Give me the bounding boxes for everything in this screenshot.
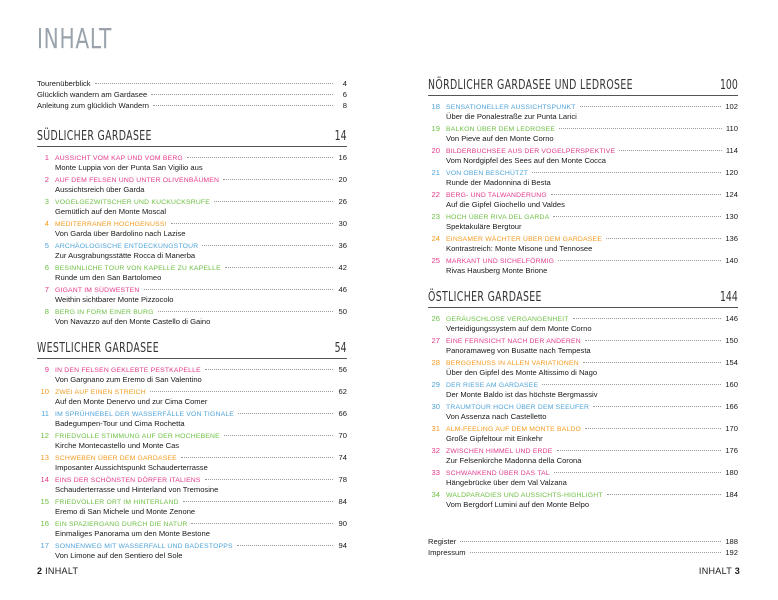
entry-number: 34 bbox=[431, 490, 440, 499]
toc-label: Impressum bbox=[428, 548, 466, 557]
dot-leader bbox=[191, 523, 333, 524]
toc-label: Register bbox=[428, 537, 457, 546]
toc-entry[interactable] bbox=[37, 519, 347, 539]
entry-page: 78 bbox=[338, 475, 347, 484]
entry-title: VON OBEN BESCHÜTZT bbox=[446, 170, 529, 177]
entry-row bbox=[428, 102, 738, 112]
entry-page: 120 bbox=[725, 168, 738, 177]
toc-label: Glücklich wandern am Gardasee bbox=[37, 90, 148, 99]
toc-intro-item[interactable] bbox=[37, 100, 347, 111]
entry-title: GERÄUSCHLOSE VERGANGENHEIT bbox=[446, 316, 569, 323]
entry-subtitle: Eremo di San Michele und Monte Zenone bbox=[55, 507, 196, 516]
toc-entry[interactable] bbox=[428, 402, 738, 422]
entry-title: FRIEDVOLLE STIMMUNG AUF DER HOCHEBENE bbox=[55, 433, 220, 440]
page-number-right: 3 bbox=[734, 566, 740, 576]
entry-number: 13 bbox=[40, 453, 49, 462]
entry-title: MARKANT UND SICHELFÖRMIG bbox=[446, 258, 555, 265]
entry-row bbox=[37, 431, 347, 441]
entry-page: 16 bbox=[338, 153, 347, 162]
entry-number: 6 bbox=[44, 263, 49, 272]
left-sections bbox=[37, 129, 347, 561]
entry-title: MEDITERRANER HOCHGENUSS! bbox=[55, 221, 167, 228]
toc-appendix-item[interactable] bbox=[428, 547, 738, 558]
toc-entry[interactable] bbox=[37, 219, 347, 239]
dot-leader bbox=[585, 428, 721, 429]
entry-row bbox=[37, 365, 347, 375]
entry-subtitle: Über den Gipfel des Monte Altissimo di Nago bbox=[446, 368, 598, 377]
entry-row bbox=[428, 124, 738, 134]
entry-number: 5 bbox=[44, 241, 49, 250]
entry-title: EINS DER SCHÖNSTEN DÖRFER ITALIENS bbox=[55, 477, 201, 484]
entry-title: EINE FERNSICHT NACH DER ANDEREN bbox=[446, 338, 581, 345]
entry-title: ARCHÄOLOGISCHE ENTDECKUNGSTOUR bbox=[55, 243, 199, 250]
toc-entry[interactable] bbox=[428, 468, 738, 488]
dot-leader bbox=[606, 238, 721, 239]
toc-entry[interactable] bbox=[428, 212, 738, 232]
entry-page: 70 bbox=[338, 431, 347, 440]
dot-leader bbox=[470, 552, 722, 553]
entry-title: ZWEI AUF EINEN STREICH bbox=[55, 389, 146, 396]
entry-page: 176 bbox=[725, 446, 738, 455]
section-heading[interactable] bbox=[428, 78, 738, 96]
entry-page: 124 bbox=[725, 190, 738, 199]
entry-row bbox=[428, 446, 738, 456]
entry-number: 20 bbox=[431, 146, 440, 155]
entry-subtitle: Imposanter Aussichtspunkt Schauderterrasse bbox=[55, 463, 208, 472]
entry-title: EIN SPAZIERGANG DURCH DIE NATUR bbox=[55, 521, 188, 528]
toc-entry[interactable] bbox=[37, 541, 347, 561]
entry-number: 7 bbox=[44, 285, 49, 294]
entry-row bbox=[37, 541, 347, 551]
toc-page: 4 bbox=[342, 79, 347, 88]
toc-entry[interactable] bbox=[37, 285, 347, 305]
entry-subtitle: Auf den Monte Denervo und zur Cima Comer bbox=[55, 397, 208, 406]
toc-entry[interactable] bbox=[428, 168, 738, 188]
entry-row bbox=[37, 307, 347, 317]
entry-title: VOGELGEZWITSCHER UND KUCKUCKSRUFE bbox=[55, 199, 211, 206]
toc-entry[interactable] bbox=[37, 431, 347, 451]
entry-page: 130 bbox=[725, 212, 738, 221]
entry-row bbox=[37, 263, 347, 273]
entry-page: 94 bbox=[338, 541, 347, 550]
entry-row bbox=[37, 475, 347, 485]
dot-leader bbox=[583, 362, 721, 363]
entry-page: 110 bbox=[725, 124, 738, 133]
section-page: 100 bbox=[720, 78, 738, 93]
entry-subtitle: Von Assenza nach Castelletto bbox=[446, 412, 547, 421]
dot-leader bbox=[205, 369, 333, 370]
right-column bbox=[428, 78, 738, 558]
entry-title: BERG- UND TALWANDERUNG bbox=[446, 192, 547, 199]
toc-entry[interactable] bbox=[37, 263, 347, 283]
entry-number: 29 bbox=[431, 380, 440, 389]
entry-title: SENSATIONELLER AUSSICHTSPUNKT bbox=[446, 104, 576, 111]
dot-leader bbox=[187, 157, 333, 158]
entry-row bbox=[37, 497, 347, 507]
entry-title: ZWISCHEN HIMMEL UND ERDE bbox=[446, 448, 553, 455]
entry-title: DER RIESE AM GARDASEE bbox=[446, 382, 539, 389]
footer-label-right: INHALT bbox=[698, 566, 732, 576]
entry-title: AUSSICHT VOM KAP UND VOM BERG bbox=[55, 155, 183, 162]
dot-leader bbox=[153, 105, 333, 106]
toc-entry[interactable] bbox=[428, 256, 738, 276]
dot-leader bbox=[559, 128, 722, 129]
entry-subtitle: Aussichtsreich über Garda bbox=[55, 185, 145, 194]
toc-intro-item[interactable] bbox=[37, 89, 347, 100]
entry-page: 36 bbox=[338, 241, 347, 250]
entry-row bbox=[37, 153, 347, 163]
section-heading[interactable] bbox=[428, 290, 738, 308]
right-sections bbox=[428, 78, 738, 510]
entry-subtitle: Kirche Montecastello und Monte Cas bbox=[55, 441, 180, 450]
dot-leader bbox=[553, 216, 721, 217]
entry-page: 56 bbox=[338, 365, 347, 374]
dot-leader bbox=[238, 413, 333, 414]
entry-page: 114 bbox=[725, 146, 738, 155]
entry-page: 46 bbox=[338, 285, 347, 294]
dot-leader bbox=[171, 223, 333, 224]
entry-number: 22 bbox=[431, 190, 440, 199]
entry-title: HOCH ÜBER RIVA DEL GARDA bbox=[446, 214, 550, 221]
dot-leader bbox=[202, 245, 333, 246]
toc-section bbox=[37, 341, 347, 561]
entry-title: BERGGENUSS IN ALLEN VARIATIONEN bbox=[446, 360, 579, 367]
entry-title: BERG IN FORM EINER BURG bbox=[55, 309, 154, 316]
toc-entry[interactable] bbox=[37, 365, 347, 385]
entry-number: 33 bbox=[431, 468, 440, 477]
entry-subtitle: Vom Nordgipfel des Sees auf den Monte Cocca bbox=[446, 156, 606, 165]
section-heading[interactable] bbox=[37, 341, 347, 359]
entry-number: 1 bbox=[44, 153, 49, 162]
entry-title: BILDERBUCHSEE AUS DER VOGELPERSPEKTIVE bbox=[446, 148, 616, 155]
toc-entry[interactable] bbox=[428, 102, 738, 122]
entry-page: 140 bbox=[725, 256, 738, 265]
dot-leader bbox=[532, 172, 721, 173]
dot-leader bbox=[223, 179, 333, 180]
entry-subtitle: Zur Ausgrabungsstätte Rocca di Manerba bbox=[55, 251, 196, 260]
entry-number: 19 bbox=[431, 124, 440, 133]
toc-entry[interactable] bbox=[428, 314, 738, 334]
entry-page: 42 bbox=[338, 263, 347, 272]
section-title: NÖRDLICHER GARDASEE UND LEDROSEE bbox=[428, 78, 633, 93]
entry-page: 166 bbox=[725, 402, 738, 411]
entry-subtitle: Kontrastreich: Monte Misone und Tennosee bbox=[446, 244, 593, 253]
entry-row bbox=[428, 146, 738, 156]
entry-title: GIGANT IM SÜDWESTEN bbox=[55, 287, 140, 294]
toc-entry[interactable] bbox=[37, 153, 347, 173]
entry-subtitle: Runde der Madonnina di Besta bbox=[446, 178, 551, 187]
toc-entry[interactable] bbox=[428, 490, 738, 510]
entry-row bbox=[37, 519, 347, 529]
entry-page: 26 bbox=[338, 197, 347, 206]
entry-row bbox=[37, 387, 347, 397]
toc-label: Anleitung zum glücklich Wandern bbox=[37, 101, 149, 110]
dot-leader bbox=[151, 94, 333, 95]
dot-leader bbox=[224, 435, 333, 436]
entry-row bbox=[37, 219, 347, 229]
section-title: WESTLICHER GARDASEE bbox=[37, 341, 159, 356]
entry-page: 102 bbox=[725, 102, 738, 111]
entry-subtitle: Einmaliges Panorama um den Monte Bestone bbox=[55, 529, 210, 538]
intro-list bbox=[37, 78, 347, 111]
entry-subtitle: Hängebrücke über dem Val Valzana bbox=[446, 478, 567, 487]
page-number-left: 2 bbox=[37, 566, 43, 576]
dot-leader bbox=[557, 450, 722, 451]
entry-subtitle: Gemütlich auf den Monte Moscal bbox=[55, 207, 167, 216]
entry-row bbox=[428, 168, 738, 178]
entry-row bbox=[428, 314, 738, 324]
entry-subtitle: Panoramaweg von Busatte nach Tempesta bbox=[446, 346, 591, 355]
section-title: SÜDLICHER GARDASEE bbox=[37, 129, 152, 144]
dot-leader bbox=[542, 384, 721, 385]
entry-number: 27 bbox=[431, 336, 440, 345]
entry-page: 170 bbox=[725, 424, 738, 433]
toc-page: 6 bbox=[342, 90, 347, 99]
entry-subtitle: Von Gargnano zum Eremo di San Valentino bbox=[55, 375, 202, 384]
entry-number: 31 bbox=[431, 424, 440, 433]
page-title: INHALT bbox=[37, 22, 113, 55]
entry-subtitle: Große Gipfeltour mit Einkehr bbox=[446, 434, 543, 443]
entry-subtitle: Spektakuläre Bergtour bbox=[446, 222, 522, 231]
entry-subtitle: Schauderterrasse und Hinterland von Tremosine bbox=[55, 485, 219, 494]
entry-number: 3 bbox=[44, 197, 49, 206]
entry-page: 184 bbox=[725, 490, 738, 499]
entry-page: 90 bbox=[338, 519, 347, 528]
entry-title: AUF DEM FELSEN UND UNTER OLIVENBÄUMEN bbox=[55, 177, 220, 184]
entry-subtitle: Verteidigungssystem auf dem Monte Corno bbox=[446, 324, 592, 333]
entry-number: 25 bbox=[431, 256, 440, 265]
dot-leader bbox=[181, 457, 333, 458]
entry-page: 74 bbox=[338, 453, 347, 462]
entry-subtitle: Rivas Hausberg Monte Brione bbox=[446, 266, 548, 275]
entry-number: 10 bbox=[40, 387, 49, 396]
dot-leader bbox=[585, 340, 721, 341]
entry-row bbox=[428, 424, 738, 434]
entry-row bbox=[428, 234, 738, 244]
entry-row bbox=[428, 358, 738, 368]
entry-subtitle: Zur Felsenkirche Madonna della Corona bbox=[446, 456, 582, 465]
section-page: 54 bbox=[335, 341, 347, 356]
entry-title: FRIEDVOLLER ORT IM HINTERLAND bbox=[55, 499, 179, 506]
entry-number: 11 bbox=[41, 409, 49, 418]
entry-subtitle: Von Garda über Bardolino nach Lazise bbox=[55, 229, 186, 238]
toc-section bbox=[37, 129, 347, 327]
entry-row bbox=[37, 409, 347, 419]
dot-leader bbox=[158, 311, 333, 312]
entry-number: 12 bbox=[40, 431, 49, 440]
entry-subtitle: Weithin sichtbarer Monte Pizzocolo bbox=[55, 295, 174, 304]
entry-row bbox=[37, 285, 347, 295]
entry-page: 62 bbox=[338, 387, 347, 396]
entry-title: TRAUMTOUR HOCH ÜBER DEM SEEUFER bbox=[446, 404, 590, 411]
entry-number: 15 bbox=[40, 497, 49, 506]
appendix-list bbox=[428, 536, 738, 558]
dot-leader bbox=[573, 318, 722, 319]
entry-page: 66 bbox=[338, 409, 347, 418]
section-title: ÖSTLICHER GARDASEE bbox=[428, 290, 542, 305]
entry-row bbox=[428, 468, 738, 478]
toc-page: 188 bbox=[725, 537, 738, 546]
entry-subtitle: Von Pieve auf den Monte Corno bbox=[446, 134, 554, 143]
left-column bbox=[37, 78, 347, 575]
entry-page: 84 bbox=[338, 497, 347, 506]
page-footer-right bbox=[699, 566, 740, 576]
entry-title: SONNENWEG MIT WASSERFALL UND BADESTOPPS bbox=[55, 543, 233, 550]
dot-leader bbox=[607, 494, 722, 495]
entry-subtitle: Über die Ponalestraße zur Punta Larici bbox=[446, 112, 577, 121]
page-footer-left bbox=[37, 566, 78, 576]
dot-leader bbox=[144, 289, 334, 290]
entry-row bbox=[37, 197, 347, 207]
dot-leader bbox=[237, 545, 333, 546]
dot-leader bbox=[593, 406, 721, 407]
entry-number: 14 bbox=[40, 475, 49, 484]
entry-title: BALKON ÜBER DEM LEDROSEE bbox=[446, 126, 556, 133]
dot-leader bbox=[580, 106, 722, 107]
entry-subtitle: Vom Bergdorf Lumini auf den Monte Belpo bbox=[446, 500, 590, 509]
toc-entry[interactable] bbox=[37, 197, 347, 217]
entry-row bbox=[428, 402, 738, 412]
toc-entry[interactable] bbox=[428, 190, 738, 210]
entry-title: IN DEN FELSEN GEKLEBTE PESTKAPELLE bbox=[55, 367, 201, 374]
entry-subtitle: Der Monte Baldo ist das höchste Bergmassiv bbox=[446, 390, 598, 399]
entry-page: 20 bbox=[338, 175, 347, 184]
entry-number: 26 bbox=[431, 314, 440, 323]
entry-title: SCHWEBEN ÜBER DEM GARDASEE bbox=[55, 455, 177, 462]
entry-subtitle: Auf die Gipfel Giochello und Valdes bbox=[446, 200, 565, 209]
toc-entry[interactable] bbox=[37, 387, 347, 407]
dot-leader bbox=[554, 472, 722, 473]
toc-entry[interactable] bbox=[428, 336, 738, 356]
section-page: 14 bbox=[335, 129, 347, 144]
toc-entry[interactable] bbox=[37, 497, 347, 517]
dot-leader bbox=[619, 150, 722, 151]
entry-row bbox=[428, 256, 738, 266]
entry-row bbox=[37, 175, 347, 185]
entry-number: 23 bbox=[431, 212, 440, 221]
toc-entry[interactable] bbox=[428, 358, 738, 378]
entry-subtitle: Von Navazzo auf den Monte Castello di Gaino bbox=[55, 317, 211, 326]
dot-leader bbox=[460, 541, 721, 542]
entry-row bbox=[428, 190, 738, 200]
toc-entry[interactable] bbox=[37, 453, 347, 473]
entry-number: 24 bbox=[431, 234, 440, 243]
toc-label: Tourenüberblick bbox=[37, 79, 91, 88]
toc-entry[interactable] bbox=[428, 124, 738, 144]
toc-entry[interactable] bbox=[37, 241, 347, 261]
entry-subtitle: Badegumpen-Tour und Cima Rochetta bbox=[55, 419, 185, 428]
entry-number: 8 bbox=[44, 307, 49, 316]
toc-section bbox=[428, 78, 738, 276]
toc-entry[interactable] bbox=[428, 234, 738, 254]
dot-leader bbox=[551, 194, 722, 195]
toc-page: 192 bbox=[725, 548, 738, 557]
entry-number: 2 bbox=[44, 175, 49, 184]
section-heading[interactable] bbox=[37, 129, 347, 147]
dot-leader bbox=[150, 391, 333, 392]
entry-number: 17 bbox=[40, 541, 49, 550]
dot-leader bbox=[214, 201, 333, 202]
entry-subtitle: Runde um den San Bartolomeo bbox=[55, 273, 162, 282]
entry-page: 180 bbox=[725, 468, 738, 477]
toc-entry[interactable] bbox=[37, 175, 347, 195]
entry-number: 21 bbox=[431, 168, 440, 177]
toc-entry[interactable] bbox=[428, 380, 738, 400]
entry-number: 30 bbox=[431, 402, 440, 411]
toc-entry[interactable] bbox=[37, 409, 347, 429]
entry-number: 4 bbox=[44, 219, 49, 228]
toc-entry[interactable] bbox=[37, 307, 347, 327]
toc-appendix-item[interactable] bbox=[428, 536, 738, 547]
dot-leader bbox=[95, 83, 333, 84]
toc-section bbox=[428, 290, 738, 510]
entry-title: IM SPRÜHNEBEL DER WASSERFÄLLE VON TIGNALE bbox=[55, 411, 235, 418]
entry-subtitle: Monte Luppia von der Punta San Vigilio aus bbox=[55, 163, 203, 172]
toc-entry[interactable] bbox=[37, 475, 347, 495]
entry-number: 28 bbox=[431, 358, 440, 367]
entry-page: 154 bbox=[725, 358, 738, 367]
entry-page: 146 bbox=[725, 314, 738, 323]
footer-label-left: INHALT bbox=[45, 566, 79, 576]
entry-title: BESINNLICHE TOUR VON KAPELLE ZU KAPELLE bbox=[55, 265, 221, 272]
dot-leader bbox=[558, 260, 721, 261]
entry-row bbox=[428, 490, 738, 500]
toc-entry[interactable] bbox=[428, 146, 738, 166]
toc-entry[interactable] bbox=[428, 446, 738, 466]
section-page: 144 bbox=[720, 290, 738, 305]
entry-subtitle: Von Limone auf den Sentiero del Sole bbox=[55, 551, 183, 560]
entry-title: ALM-FEELING AUF DEM MONTE BALDO bbox=[446, 426, 581, 433]
entry-title: WALDPARADIES UND AUSSICHTS-HIGHLIGHT bbox=[446, 492, 603, 499]
toc-intro-item[interactable] bbox=[37, 78, 347, 89]
entry-row bbox=[428, 336, 738, 346]
dot-leader bbox=[183, 501, 333, 502]
entry-number: 32 bbox=[431, 446, 440, 455]
entry-number: 9 bbox=[44, 365, 49, 374]
dot-leader bbox=[225, 267, 333, 268]
entry-title: SCHWANKEND ÜBER DAS TAL bbox=[446, 470, 550, 477]
entry-page: 150 bbox=[725, 336, 738, 345]
entry-page: 50 bbox=[338, 307, 347, 316]
entry-row bbox=[428, 380, 738, 390]
toc-entry[interactable] bbox=[428, 424, 738, 444]
entry-page: 160 bbox=[725, 380, 738, 389]
entry-title: EINSAMER WÄCHTER ÜBER DEM GARDASEE bbox=[446, 236, 602, 243]
entry-row bbox=[428, 212, 738, 222]
entry-row bbox=[37, 453, 347, 463]
toc-page: 8 bbox=[342, 101, 347, 110]
entry-row bbox=[37, 241, 347, 251]
entry-number: 18 bbox=[431, 102, 440, 111]
entry-page: 136 bbox=[725, 234, 738, 243]
dot-leader bbox=[205, 479, 333, 480]
entry-number: 16 bbox=[40, 519, 49, 528]
entry-page: 30 bbox=[338, 219, 347, 228]
